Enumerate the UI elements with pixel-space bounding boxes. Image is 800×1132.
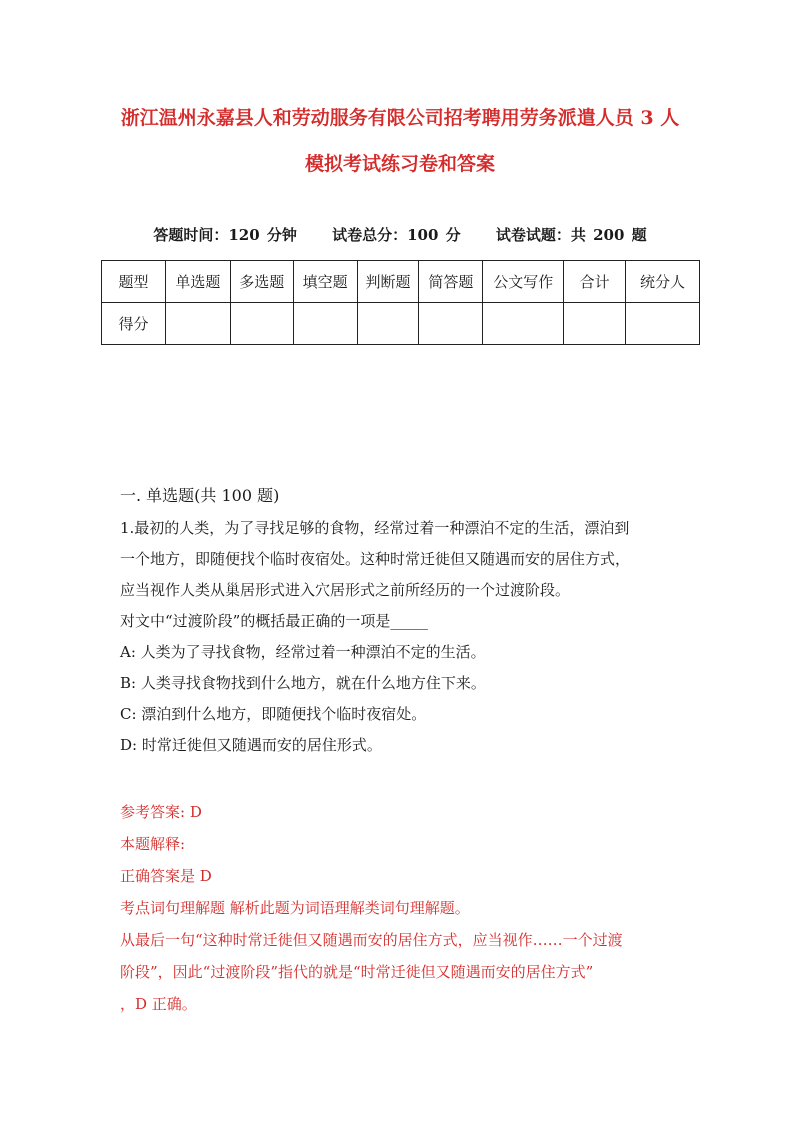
section-heading: 一. 单选题(共 100 题) <box>120 486 280 505</box>
option-a: A: 人类为了寻找食物，经常过着一种漂泊不定的生活。 <box>120 643 486 661</box>
header-cell-scorer: 统分人 <box>626 261 700 303</box>
correct-answer: 正确答案是 D <box>120 867 212 885</box>
question-stem-line: 一个地方，即随便找个临时夜宿处。这种时常迁徙但又随遇而安的居住方式， <box>120 550 631 568</box>
question-stem-line: 1.最初的人类，为了寻找足够的食物，经常过着一种漂泊不定的生活，漂泊到 <box>120 519 630 537</box>
score-cell <box>483 303 564 345</box>
score-cell <box>419 303 483 345</box>
exam-info <box>100 224 700 245</box>
explanation-label: 本题解释: <box>120 835 186 853</box>
header-cell-multiple-choice: 多选题 <box>230 261 293 303</box>
answer-block <box>120 796 680 1020</box>
document-title-line-2: 模拟考试练习卷和答案 <box>304 153 495 175</box>
header-cell-type: 题型 <box>102 261 166 303</box>
option-c: C: 漂泊到什么地方，即随便找个临时夜宿处。 <box>120 705 427 723</box>
score-cell <box>626 303 700 345</box>
answer-detail-line: 阶段”，因此“过渡阶段”指代的就是“时常迁徙但又随遇而安的居住方式” <box>120 963 594 981</box>
question-stem-line: 应当视作人类从巢居形式进入穴居形式之前所经历的一个过渡阶段。 <box>120 581 571 599</box>
question-prompt: 对文中“过渡阶段”的概括最正确的一项是_____ <box>120 612 428 630</box>
option-d: D: 时常迁徙但又随遇而安的居住形式。 <box>120 736 382 754</box>
header-cell-single-choice: 单选题 <box>165 261 230 303</box>
score-cell <box>357 303 419 345</box>
header-cell-total: 合计 <box>564 261 626 303</box>
score-table <box>101 260 700 345</box>
score-cell <box>165 303 230 345</box>
answer-detail-line: ，D 正确。 <box>120 995 197 1013</box>
score-cell <box>564 303 626 345</box>
header-cell-fill-blank: 填空题 <box>293 261 357 303</box>
header-cell-official-writing: 公文写作 <box>483 261 564 303</box>
exam-time: 答题时间：120 分钟 <box>153 226 297 244</box>
question-1 <box>120 513 680 761</box>
header-cell-true-false: 判断题 <box>357 261 419 303</box>
score-row-label: 得分 <box>102 303 166 345</box>
answer-detail-line: 从最后一句“这种时常迁徙但又随遇而安的居住方式，应当视作……一个过渡 <box>120 931 623 949</box>
score-table-score-row <box>102 303 700 345</box>
option-b: B: 人类寻找食物找到什么地方，就在什么地方住下来。 <box>120 674 486 692</box>
exam-total-score: 试卷总分：100 分 <box>332 226 461 244</box>
score-cell <box>293 303 357 345</box>
document-title-line-1: 浙江温州永嘉县人和劳动服务有限公司招考聘用劳务派遣人员 3 人 <box>120 107 680 129</box>
reference-answer: 参考答案: D <box>120 803 202 821</box>
score-cell <box>230 303 293 345</box>
score-table-header-row <box>102 261 700 303</box>
header-cell-short-answer: 简答题 <box>419 261 483 303</box>
answer-point: 考点词句理解题 解析此题为词语理解类词句理解题。 <box>120 899 470 917</box>
exam-question-count: 试卷试题：共 200 题 <box>495 226 647 244</box>
